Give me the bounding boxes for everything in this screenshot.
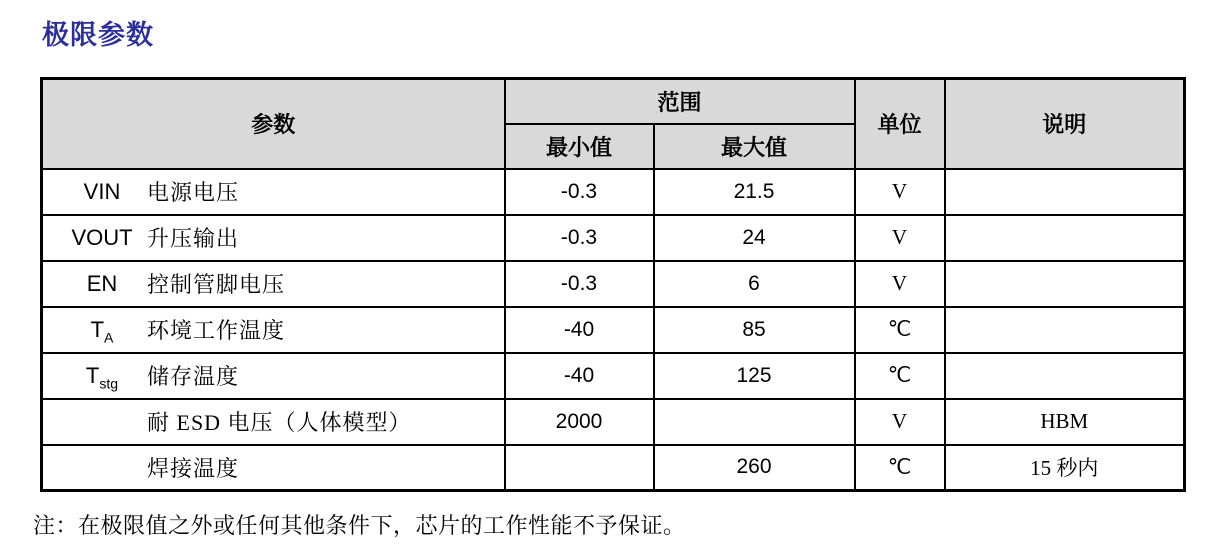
min-value: -0.3 (505, 215, 654, 261)
unit-value: ℃ (855, 353, 945, 399)
col-header-unit: 单位 (855, 79, 945, 169)
col-header-param: 参数 (42, 79, 505, 169)
unit-value: ℃ (855, 445, 945, 491)
description-value (945, 215, 1185, 261)
max-value: 260 (654, 445, 855, 491)
param-cell (42, 215, 505, 261)
description-value (945, 169, 1185, 215)
table-row-vin (42, 169, 1185, 215)
unit-value: V (855, 169, 945, 215)
param-name: 储存温度 (147, 364, 240, 389)
param-cell (42, 307, 505, 353)
param-symbol: VIN (83, 178, 121, 204)
param-symbol: VOUT (71, 224, 133, 250)
unit-value: V (855, 215, 945, 261)
param-cell (42, 169, 505, 215)
description-value: HBM (945, 399, 1185, 445)
param-cell (42, 353, 505, 399)
unit-value: V (855, 261, 945, 307)
col-header-max: 最大值 (654, 124, 855, 169)
col-header-range: 范围 (505, 79, 855, 124)
param-cell (42, 399, 505, 445)
col-header-min: 最小值 (505, 124, 654, 169)
min-value: -40 (505, 307, 654, 353)
param-name: 电源电压 (147, 180, 240, 205)
limits-table (40, 77, 1186, 492)
min-value: 2000 (505, 399, 654, 445)
footnote: 注：在极限值之外或任何其他条件下，芯片的工作性能不予保证。 (33, 513, 686, 538)
param-name: 升压输出 (147, 226, 240, 251)
min-value: -0.3 (505, 261, 654, 307)
param-name: 耐 ESD 电压（人体模型） (147, 410, 412, 435)
param-name: 环境工作温度 (147, 318, 286, 343)
table-row-ta (42, 307, 1185, 353)
page-title: 极限参数 (42, 20, 154, 50)
table-row-en (42, 261, 1185, 307)
description-value: 15 秒内 (945, 445, 1185, 491)
param-symbol: $T_{stg}$ (85, 362, 119, 391)
description-value (945, 307, 1185, 353)
max-value: 125 (654, 353, 855, 399)
header-row-1 (42, 79, 1185, 124)
table-row-solder (42, 445, 1185, 491)
min-value: -0.3 (505, 169, 654, 215)
unit-value: ℃ (855, 307, 945, 353)
description-value (945, 261, 1185, 307)
max-value: 21.5 (654, 169, 855, 215)
min-value: -40 (505, 353, 654, 399)
min-value (505, 445, 654, 491)
col-header-description: 说明 (945, 79, 1185, 169)
table-row-tstg (42, 353, 1185, 399)
param-name: 焊接温度 (147, 455, 240, 481)
param-cell (42, 445, 505, 491)
max-value: 85 (654, 307, 855, 353)
param-cell (42, 261, 505, 307)
param-symbol: $T_A$ (90, 316, 114, 345)
table-row-vout (42, 215, 1185, 261)
max-value: 24 (654, 215, 855, 261)
param-name: 控制管脚电压 (147, 272, 286, 297)
table-row-esd (42, 399, 1185, 445)
max-value (654, 399, 855, 445)
unit-value: V (855, 399, 945, 445)
description-value (945, 353, 1185, 399)
max-value: 6 (654, 261, 855, 307)
param-symbol: EN (86, 270, 118, 296)
